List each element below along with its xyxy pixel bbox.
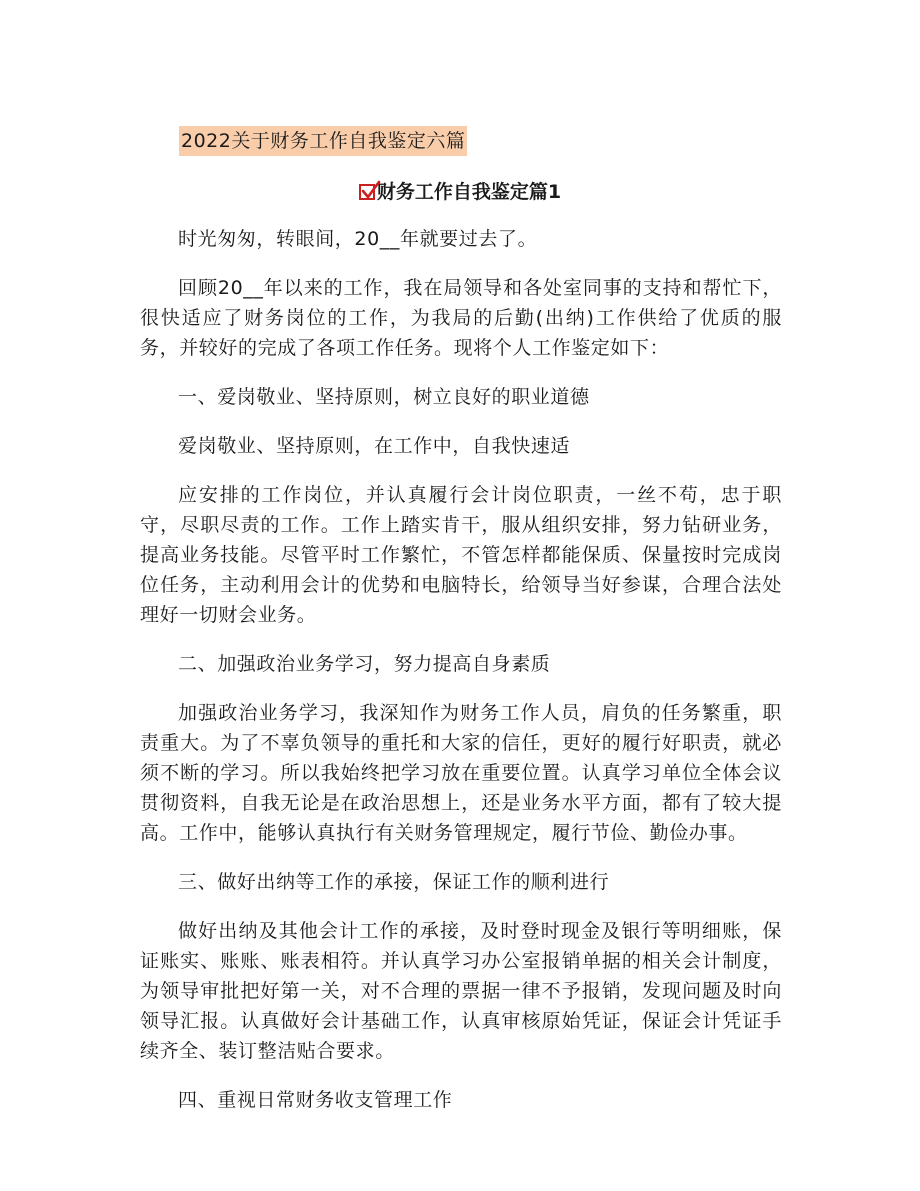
subheading: 四、重视日常财务收支管理工作 [178,1089,453,1111]
subheading: 二、加强政治业务学习，努力提高自身素质 [178,653,551,675]
subheading: 一、爱岗敬业、坚持原则，树立良好的职业道德 [178,386,590,408]
paragraph: 时光匆匆，转眼间，20__年就要过去了。 [178,228,538,250]
document-title: 2022关于财务工作自我鉴定六篇 [179,126,467,156]
paragraph: 爱岗敬业、坚持原则，在工作中，自我快速适 [178,435,571,457]
document-body [140,224,782,1134]
paragraph: 加强政治业务学习，我深知作为财务工作人员，肩负的任务繁重，职责重大。为了不辜负领导的重托和大家的信任，更好的履行好职责，就必须不断的学习。所以我始终把学习放在重要位置。认真学习单位全体会议贯彻资料，自我无论是在政治思想上，还是业务水平方面，都有了较大提高。工作中，能够认真执行有关财务管理规定，履行节俭、勤俭办事。 [140,702,782,844]
subheading: 三、做好出纳等工作的承接，保证工作的顺利进行 [178,871,610,893]
section-heading [0,177,920,207]
checkbox-checked-icon [359,184,375,200]
paragraph: 应安排的工作岗位，并认真履行会计岗位职责，一丝不苟，忠于职守，尽职尽责的工作。工作上踏实肯干，服从组织安排，努力钻研业务，提高业务技能。尽管平时工作繁忙，不管怎样都能保质、保量按时完成岗位任务，主动利用会计的优势和电脑特长，给领导当好参谋，合理合法处理好一切财会业务。 [140,484,782,626]
paragraph: 回顾20__年以来的工作，我在局领导和各处室同事的支持和帮忙下，很快适应了财务岗位的工作，为我局的后勤(出纳)工作供给了优质的服务，并较好的完成了各项工作任务。现将个人工作鉴定如下： [140,277,782,359]
paragraph: 做好出纳及其他会计工作的承接，及时登时现金及银行等明细账，保证账实、账账、账表相符。并认真学习办公室报销单据的相关会计制度，为领导审批把好第一关，对不合理的票据一律不予报销，发现问题及时向领导汇报。认真做好会计基础工作，认真审核原始凭证，保证会计凭证手续齐全、装订整洁贴合要求。 [140,920,782,1062]
section-heading-text: 财务工作自我鉴定篇1 [376,181,562,203]
